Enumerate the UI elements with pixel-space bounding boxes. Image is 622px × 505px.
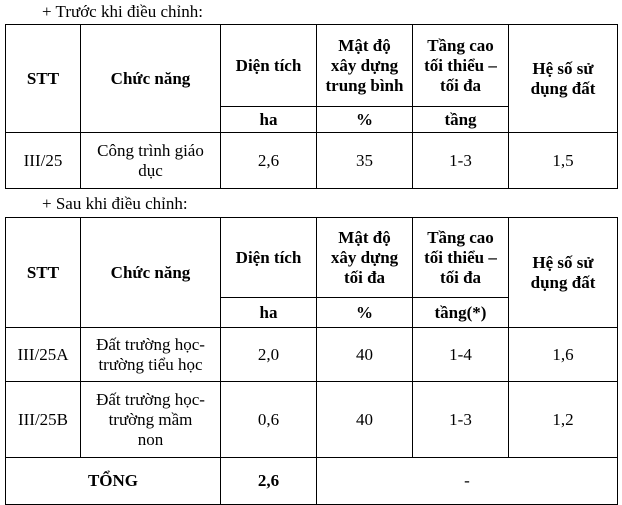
unit-area: ha [221, 298, 317, 328]
header-row [6, 25, 618, 107]
unit-floors: tầng(*) [413, 298, 509, 328]
cell-stt: III/25B [6, 382, 81, 458]
cell-area: 0,6 [221, 382, 317, 458]
cell-density: 40 [317, 328, 413, 382]
header-density: Mật độ xây dựng trung bình [317, 25, 413, 107]
header-area: Diện tích [221, 218, 317, 298]
table-after [5, 217, 618, 505]
cell-area: 2,0 [221, 328, 317, 382]
cell-floors: 1-4 [413, 328, 509, 382]
cell-stt: III/25 [6, 133, 81, 189]
header-density: Mật độ xây dựng tối đa [317, 218, 413, 298]
heading-after: + Sau khi điều chỉnh: [42, 194, 188, 213]
unit-density: % [317, 298, 413, 328]
table-row [6, 382, 618, 458]
table-before [5, 24, 618, 189]
header-area: Diện tích [221, 25, 317, 107]
header-ratio: Hệ số sử dụng đất [509, 218, 618, 328]
cell-area: 2,6 [221, 133, 317, 189]
cell-function: Đất trường học- trường mầm non [81, 382, 221, 458]
table-row [6, 328, 618, 382]
unit-area: ha [221, 107, 317, 133]
header-row [6, 218, 618, 298]
cell-function: Công trình giáo dục [81, 133, 221, 189]
header-floors: Tầng cao tối thiểu – tối đa [413, 25, 509, 107]
table-row [6, 133, 618, 189]
header-function: Chức năng [81, 25, 221, 133]
total-row [6, 458, 618, 505]
cell-floors: 1-3 [413, 382, 509, 458]
cell-ratio: 1,6 [509, 328, 618, 382]
unit-density: % [317, 107, 413, 133]
header-stt: STT [6, 218, 81, 328]
heading-before: + Trước khi điều chỉnh: [42, 2, 203, 21]
cell-stt: III/25A [6, 328, 81, 382]
total-label: TỔNG [6, 458, 221, 505]
total-rest: - [317, 458, 618, 505]
total-area: 2,6 [221, 458, 317, 505]
unit-floors: tầng [413, 107, 509, 133]
header-stt: STT [6, 25, 81, 133]
cell-density: 35 [317, 133, 413, 189]
cell-ratio: 1,5 [509, 133, 618, 189]
header-function: Chức năng [81, 218, 221, 328]
header-floors: Tầng cao tối thiểu – tối đa [413, 218, 509, 298]
cell-ratio: 1,2 [509, 382, 618, 458]
header-ratio: Hệ số sử dụng đất [509, 25, 618, 133]
cell-floors: 1-3 [413, 133, 509, 189]
cell-density: 40 [317, 382, 413, 458]
cell-function: Đất trường học- trường tiểu học [81, 328, 221, 382]
